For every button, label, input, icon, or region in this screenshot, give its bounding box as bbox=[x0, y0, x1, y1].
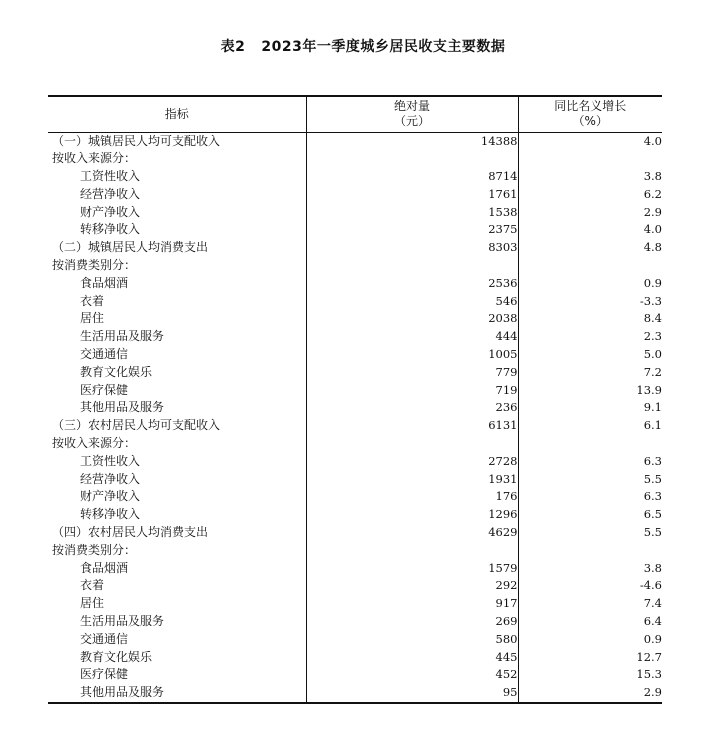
row-label: （三）农村居民人均可支配收入 bbox=[52, 418, 221, 433]
row-label: 交通通信 bbox=[80, 631, 129, 646]
row-absolute-value: 452 bbox=[306, 666, 518, 684]
row-growth-value: 5.0 bbox=[518, 346, 662, 364]
table-row bbox=[48, 346, 662, 364]
row-absolute-value: 779 bbox=[306, 364, 518, 382]
table-row bbox=[48, 417, 662, 435]
row-growth-value: 6.3 bbox=[518, 453, 662, 471]
table-row bbox=[48, 649, 662, 667]
row-growth-value: 6.1 bbox=[518, 417, 662, 435]
row-label: 其他用品及服务 bbox=[80, 685, 165, 700]
table-header bbox=[48, 96, 662, 132]
row-growth-value: 6.5 bbox=[518, 506, 662, 524]
row-growth-value: -4.6 bbox=[518, 577, 662, 595]
header-growth-unit: （%） bbox=[572, 114, 608, 129]
table-row bbox=[48, 577, 662, 595]
table-row bbox=[48, 132, 662, 150]
row-label: （四）农村居民人均消费支出 bbox=[52, 525, 209, 540]
row-growth-value: 5.5 bbox=[518, 524, 662, 542]
row-growth-value: 8.4 bbox=[518, 310, 662, 328]
row-growth-value: 3.8 bbox=[518, 560, 662, 578]
row-absolute-value: 2038 bbox=[306, 310, 518, 328]
table-row bbox=[48, 560, 662, 578]
table-row bbox=[48, 631, 662, 649]
row-absolute-value: 719 bbox=[306, 382, 518, 400]
row-label: 按收入来源分： bbox=[52, 436, 137, 451]
header-growth bbox=[518, 96, 662, 132]
row-growth-value: 2.3 bbox=[518, 328, 662, 346]
row-label: （二）城镇居民人均消费支出 bbox=[52, 240, 209, 255]
row-label: 生活用品及服务 bbox=[80, 614, 165, 629]
table-row bbox=[48, 595, 662, 613]
row-label: 经营净收入 bbox=[80, 471, 141, 486]
row-label: 衣着 bbox=[80, 293, 105, 308]
table-row bbox=[48, 293, 662, 311]
table-row bbox=[48, 275, 662, 293]
row-growth-value: 0.9 bbox=[518, 631, 662, 649]
row-label: 居住 bbox=[80, 596, 105, 611]
row-absolute-value bbox=[306, 542, 518, 560]
row-absolute-value: 1931 bbox=[306, 471, 518, 489]
row-growth-value bbox=[518, 435, 662, 453]
row-label: 按收入来源分： bbox=[52, 151, 137, 166]
row-growth-value: 2.9 bbox=[518, 684, 662, 703]
row-label: 其他用品及服务 bbox=[80, 400, 165, 415]
table-row bbox=[48, 239, 662, 257]
table-row bbox=[48, 524, 662, 542]
header-absolute-label: 绝对量 bbox=[393, 99, 430, 114]
row-absolute-value: 1538 bbox=[306, 204, 518, 222]
row-absolute-value: 1579 bbox=[306, 560, 518, 578]
row-growth-value: 4.0 bbox=[518, 221, 662, 239]
row-growth-value bbox=[518, 257, 662, 275]
header-row bbox=[48, 96, 662, 132]
row-label: 工资性收入 bbox=[80, 169, 141, 184]
row-label: 教育文化娱乐 bbox=[80, 364, 153, 379]
row-absolute-value: 2728 bbox=[306, 453, 518, 471]
row-absolute-value: 445 bbox=[306, 649, 518, 667]
table-row bbox=[48, 186, 662, 204]
row-absolute-value: 6131 bbox=[306, 417, 518, 435]
table-row bbox=[48, 506, 662, 524]
table-row bbox=[48, 364, 662, 382]
row-growth-value: 9.1 bbox=[518, 399, 662, 417]
header-indicator bbox=[48, 96, 306, 132]
row-label: 工资性收入 bbox=[80, 453, 141, 468]
row-absolute-value: 4629 bbox=[306, 524, 518, 542]
header-growth-label: 同比名义增长 bbox=[554, 99, 627, 114]
row-growth-value: 4.0 bbox=[518, 132, 662, 150]
table-row bbox=[48, 453, 662, 471]
table-row bbox=[48, 257, 662, 275]
header-absolute bbox=[306, 96, 518, 132]
row-label: 食品烟酒 bbox=[80, 275, 129, 290]
row-absolute-value: 580 bbox=[306, 631, 518, 649]
header-indicator-label: 指标 bbox=[164, 106, 189, 121]
row-growth-value: 7.4 bbox=[518, 595, 662, 613]
table-title bbox=[0, 36, 726, 56]
row-label: 交通通信 bbox=[80, 347, 129, 362]
row-absolute-value bbox=[306, 257, 518, 275]
row-growth-value: 6.4 bbox=[518, 613, 662, 631]
row-label: 经营净收入 bbox=[80, 186, 141, 201]
table-row bbox=[48, 150, 662, 168]
table-body bbox=[48, 132, 662, 703]
row-absolute-value: 1761 bbox=[306, 186, 518, 204]
table-row bbox=[48, 382, 662, 400]
table-row bbox=[48, 666, 662, 684]
row-absolute-value: 8303 bbox=[306, 239, 518, 257]
row-label: 医疗保健 bbox=[80, 667, 129, 682]
row-growth-value: 0.9 bbox=[518, 275, 662, 293]
row-absolute-value: 1296 bbox=[306, 506, 518, 524]
table-row bbox=[48, 542, 662, 560]
row-label: 居住 bbox=[80, 311, 105, 326]
row-absolute-value: 8714 bbox=[306, 168, 518, 186]
row-absolute-value: 2375 bbox=[306, 221, 518, 239]
row-absolute-value: 14388 bbox=[306, 132, 518, 150]
table-row bbox=[48, 684, 662, 703]
row-absolute-value: 2536 bbox=[306, 275, 518, 293]
row-absolute-value: 292 bbox=[306, 577, 518, 595]
row-label: 生活用品及服务 bbox=[80, 329, 165, 344]
table-row bbox=[48, 328, 662, 346]
row-growth-value: 5.5 bbox=[518, 471, 662, 489]
row-label: 教育文化娱乐 bbox=[80, 649, 153, 664]
table-row bbox=[48, 471, 662, 489]
row-absolute-value: 95 bbox=[306, 684, 518, 703]
table-row bbox=[48, 399, 662, 417]
table-row bbox=[48, 488, 662, 506]
row-label: 转移净收入 bbox=[80, 222, 141, 237]
row-absolute-value bbox=[306, 435, 518, 453]
table-row bbox=[48, 221, 662, 239]
row-absolute-value: 546 bbox=[306, 293, 518, 311]
row-absolute-value: 236 bbox=[306, 399, 518, 417]
row-absolute-value: 176 bbox=[306, 488, 518, 506]
row-label: 按消费类别分： bbox=[52, 258, 137, 273]
header-absolute-unit: （元） bbox=[393, 114, 430, 129]
row-label: 转移净收入 bbox=[80, 507, 141, 522]
row-label: 财产净收入 bbox=[80, 489, 141, 504]
table-row bbox=[48, 613, 662, 631]
row-absolute-value: 269 bbox=[306, 613, 518, 631]
table-row bbox=[48, 168, 662, 186]
row-growth-value bbox=[518, 150, 662, 168]
row-label: 医疗保健 bbox=[80, 382, 129, 397]
table-title-text: 2023年一季度城乡居民收支主要数据 bbox=[261, 39, 506, 55]
table-row bbox=[48, 310, 662, 328]
row-label: 衣着 bbox=[80, 578, 105, 593]
row-absolute-value: 444 bbox=[306, 328, 518, 346]
row-absolute-value: 917 bbox=[306, 595, 518, 613]
row-growth-value: 12.7 bbox=[518, 649, 662, 667]
table-row bbox=[48, 204, 662, 222]
row-growth-value: -3.3 bbox=[518, 293, 662, 311]
row-growth-value: 6.2 bbox=[518, 186, 662, 204]
row-growth-value bbox=[518, 542, 662, 560]
row-label: 财产净收入 bbox=[80, 204, 141, 219]
data-table bbox=[48, 95, 662, 704]
table-row bbox=[48, 435, 662, 453]
row-absolute-value bbox=[306, 150, 518, 168]
row-label: （一）城镇居民人均可支配收入 bbox=[52, 133, 221, 148]
row-growth-value: 7.2 bbox=[518, 364, 662, 382]
table-number: 表2 bbox=[220, 39, 246, 55]
row-absolute-value: 1005 bbox=[306, 346, 518, 364]
row-label: 食品烟酒 bbox=[80, 560, 129, 575]
row-growth-value: 2.9 bbox=[518, 204, 662, 222]
row-growth-value: 15.3 bbox=[518, 666, 662, 684]
row-growth-value: 6.3 bbox=[518, 488, 662, 506]
row-growth-value: 4.8 bbox=[518, 239, 662, 257]
row-growth-value: 3.8 bbox=[518, 168, 662, 186]
row-growth-value: 13.9 bbox=[518, 382, 662, 400]
row-label: 按消费类别分： bbox=[52, 542, 137, 557]
